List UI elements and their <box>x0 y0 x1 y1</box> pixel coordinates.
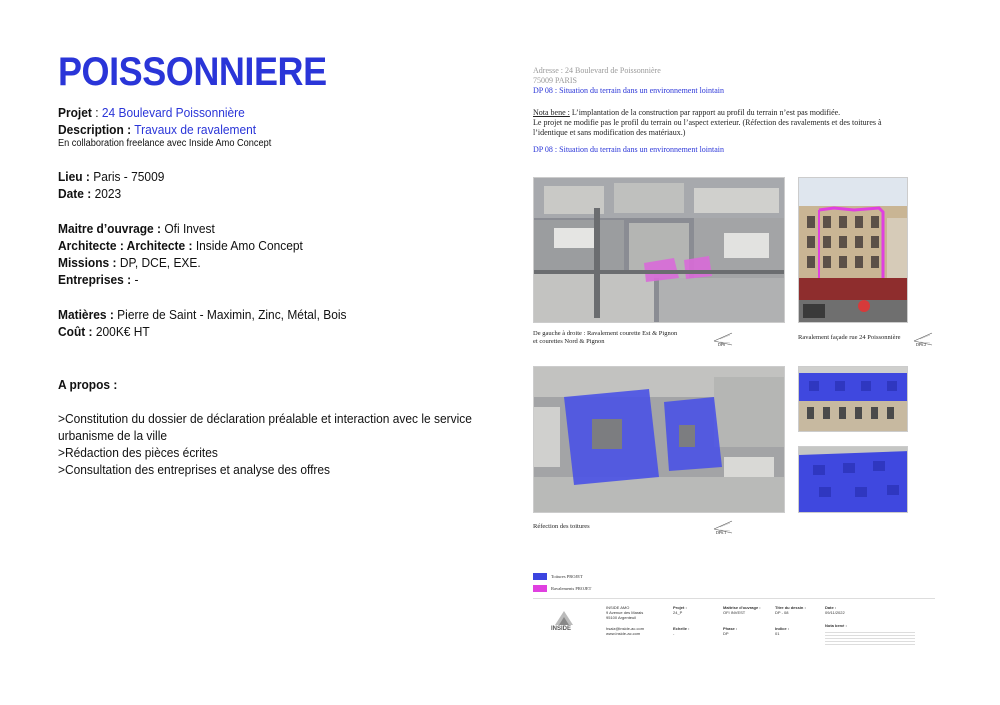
nota-bene-fine-print <box>825 630 915 646</box>
date-field-label: Date : <box>825 605 837 610</box>
maitrise-field-value: OFI INVEST <box>723 610 746 615</box>
collaboration-note: En collaboration freelance avec Inside Amo Concept <box>58 138 272 149</box>
projet-field <box>673 605 687 615</box>
apropos-item: urbanisme de la ville <box>58 428 168 443</box>
apropos-heading <box>58 376 117 393</box>
caption-courtyard <box>533 330 703 346</box>
indice-field-value: 01 <box>775 631 780 636</box>
contact-block <box>606 626 644 636</box>
company-line: 9 Avenue des Marais <box>606 610 644 615</box>
contact-line: www.inside-ac.com <box>606 631 641 636</box>
caption-roofs: Réfection des toitures <box>533 523 590 530</box>
date-value: 2023 <box>94 186 122 201</box>
projet-field-label: Projet : <box>673 605 687 610</box>
cout-value: 200K€ HT <box>95 324 150 339</box>
projet-field-value: 24_P <box>673 610 683 615</box>
nota-bene <box>533 108 935 138</box>
description-label: Description : <box>58 122 132 137</box>
aerial-courtyard-photo <box>533 177 785 323</box>
apropos-list <box>58 410 472 478</box>
team-info <box>58 220 303 288</box>
entreprises-label: Entreprises : <box>58 272 132 287</box>
maitrise-field-label: Maitrise d'ouvrage : <box>723 605 761 610</box>
missions-label: Missions : <box>58 255 117 270</box>
caption-courtyard-line-2: et courettes Nord & Pignon <box>533 338 605 345</box>
company-block <box>606 605 643 620</box>
projet-label: Projet <box>58 105 92 120</box>
apropos-item: >Rédaction des pièces écrites <box>58 445 218 460</box>
company-line: INSIDE AMO <box>606 605 630 610</box>
cout-label: Coût : <box>58 324 93 339</box>
titre-field-label: Titre du dessin : <box>775 605 806 610</box>
date-field <box>825 605 845 615</box>
street-facade-photo <box>798 177 908 323</box>
aerial-courtyard-image <box>534 178 785 323</box>
street-facade-image <box>799 178 908 323</box>
indice-field <box>775 626 789 636</box>
north-label-1: DP6 <box>718 342 726 347</box>
dp-title: DP 08 : Situation du terrain dans un environnement lointain <box>533 86 725 95</box>
nota-label: Nota bene : <box>533 108 570 117</box>
architecte-label: Architecte : Architecte : <box>58 238 193 253</box>
legend-label-toitures: Toitures PROJET <box>551 574 583 579</box>
maitre-label: Maitre d’ouvrage : <box>58 221 162 236</box>
lieu-label: Lieu : <box>58 169 90 184</box>
apropos-item: >Constitution du dossier de déclaration préalable et interaction avec le service <box>58 411 472 426</box>
materials-info <box>58 306 346 340</box>
echelle-field <box>673 626 689 636</box>
aerial-roofs-image <box>534 367 785 513</box>
company-line: 95100 Argenteuil <box>606 615 637 620</box>
address-line-1: Adresse : 24 Boulevard de Poissonnière <box>533 66 661 75</box>
architecte-value: Inside Amo Concept <box>195 238 303 253</box>
nota-bene-field <box>825 623 915 646</box>
date-field-value: 09/11/2022 <box>825 610 845 615</box>
apropos-heading-text: A propos : <box>58 377 118 392</box>
legend-label-ravalements: Ravalements PROJET <box>551 586 592 591</box>
legend-swatch-ravalements <box>533 585 547 592</box>
phase-field-value: DP <box>723 631 729 636</box>
maitrise-field <box>723 605 761 615</box>
titre-field <box>775 605 806 615</box>
projet-row: Projet : 24 Boulevard Poissonnière <box>58 105 245 120</box>
nota-bene-field-label: Nota bené : <box>825 623 847 628</box>
echelle-field-label: Echelle : <box>673 626 690 631</box>
north-label-3: DP6.1 <box>716 530 727 535</box>
missions-value: DP, DCE, EXE. <box>119 255 201 270</box>
roof-detail-image-2 <box>799 447 908 513</box>
date-label: Date : <box>58 186 92 201</box>
apropos-item: >Consultation des entreprises et analyse des offres <box>58 462 331 477</box>
inside-logo-icon <box>553 609 575 627</box>
sheet-header <box>533 66 724 96</box>
nota-line-3: l’identique et sans modification des matériaux.) <box>533 128 686 137</box>
aerial-roofs-photo <box>533 366 785 513</box>
description-row <box>58 121 271 138</box>
entreprises-value: - <box>134 272 139 287</box>
title-block <box>533 598 935 648</box>
page-title: POISSONNIERE <box>58 50 327 94</box>
north-label-2: DP6.2 <box>916 342 927 347</box>
projet-value: 24 Boulevard Poissonnière <box>101 105 245 120</box>
legend-swatch-toitures <box>533 573 547 580</box>
matieres-value: Pierre de Saint - Maximin, Zinc, Métal, Bois <box>117 307 347 322</box>
dp-title-2: DP 08 : Situation du terrain dans un environnement lointain <box>533 145 725 154</box>
nota-line-1: L’implantation de la construction par rapport au profil du terrain n’est pas modifiée. <box>569 108 841 117</box>
nota-line-2: Le projet ne modifie pas le profil du terrain ou l’aspect exterieur. (Réfection des ravalements et des toitures à <box>533 118 882 127</box>
caption-facade: Ravalement façade rue 24 Poissonnière <box>798 334 901 341</box>
location-info <box>58 168 164 202</box>
project-info <box>58 104 271 150</box>
lieu-value: Paris - 75009 <box>93 169 165 184</box>
caption-courtyard-line-1: De gauche à droite : Ravalement courette Est & Pignon <box>533 330 678 337</box>
matieres-label: Matières : <box>58 307 114 322</box>
roof-detail-photo-2 <box>798 446 908 513</box>
titre-field-value: DP - 08 <box>775 610 789 615</box>
roof-detail-image-1 <box>799 367 908 432</box>
maitre-value: Ofi Invest <box>164 221 215 236</box>
indice-field-label: Indice : <box>775 626 790 631</box>
description-value: Travaux de ravalement <box>134 122 257 137</box>
inside-logo-text: INSIDE <box>551 626 572 632</box>
address-line-2: 75009 PARIS <box>533 76 577 85</box>
echelle-field-value: - <box>673 631 675 636</box>
roof-detail-photo-1 <box>798 366 908 432</box>
contact-line: hsaiz@inside-ac.com <box>606 626 645 631</box>
phase-field <box>723 626 737 636</box>
phase-field-label: Phase : <box>723 626 738 631</box>
